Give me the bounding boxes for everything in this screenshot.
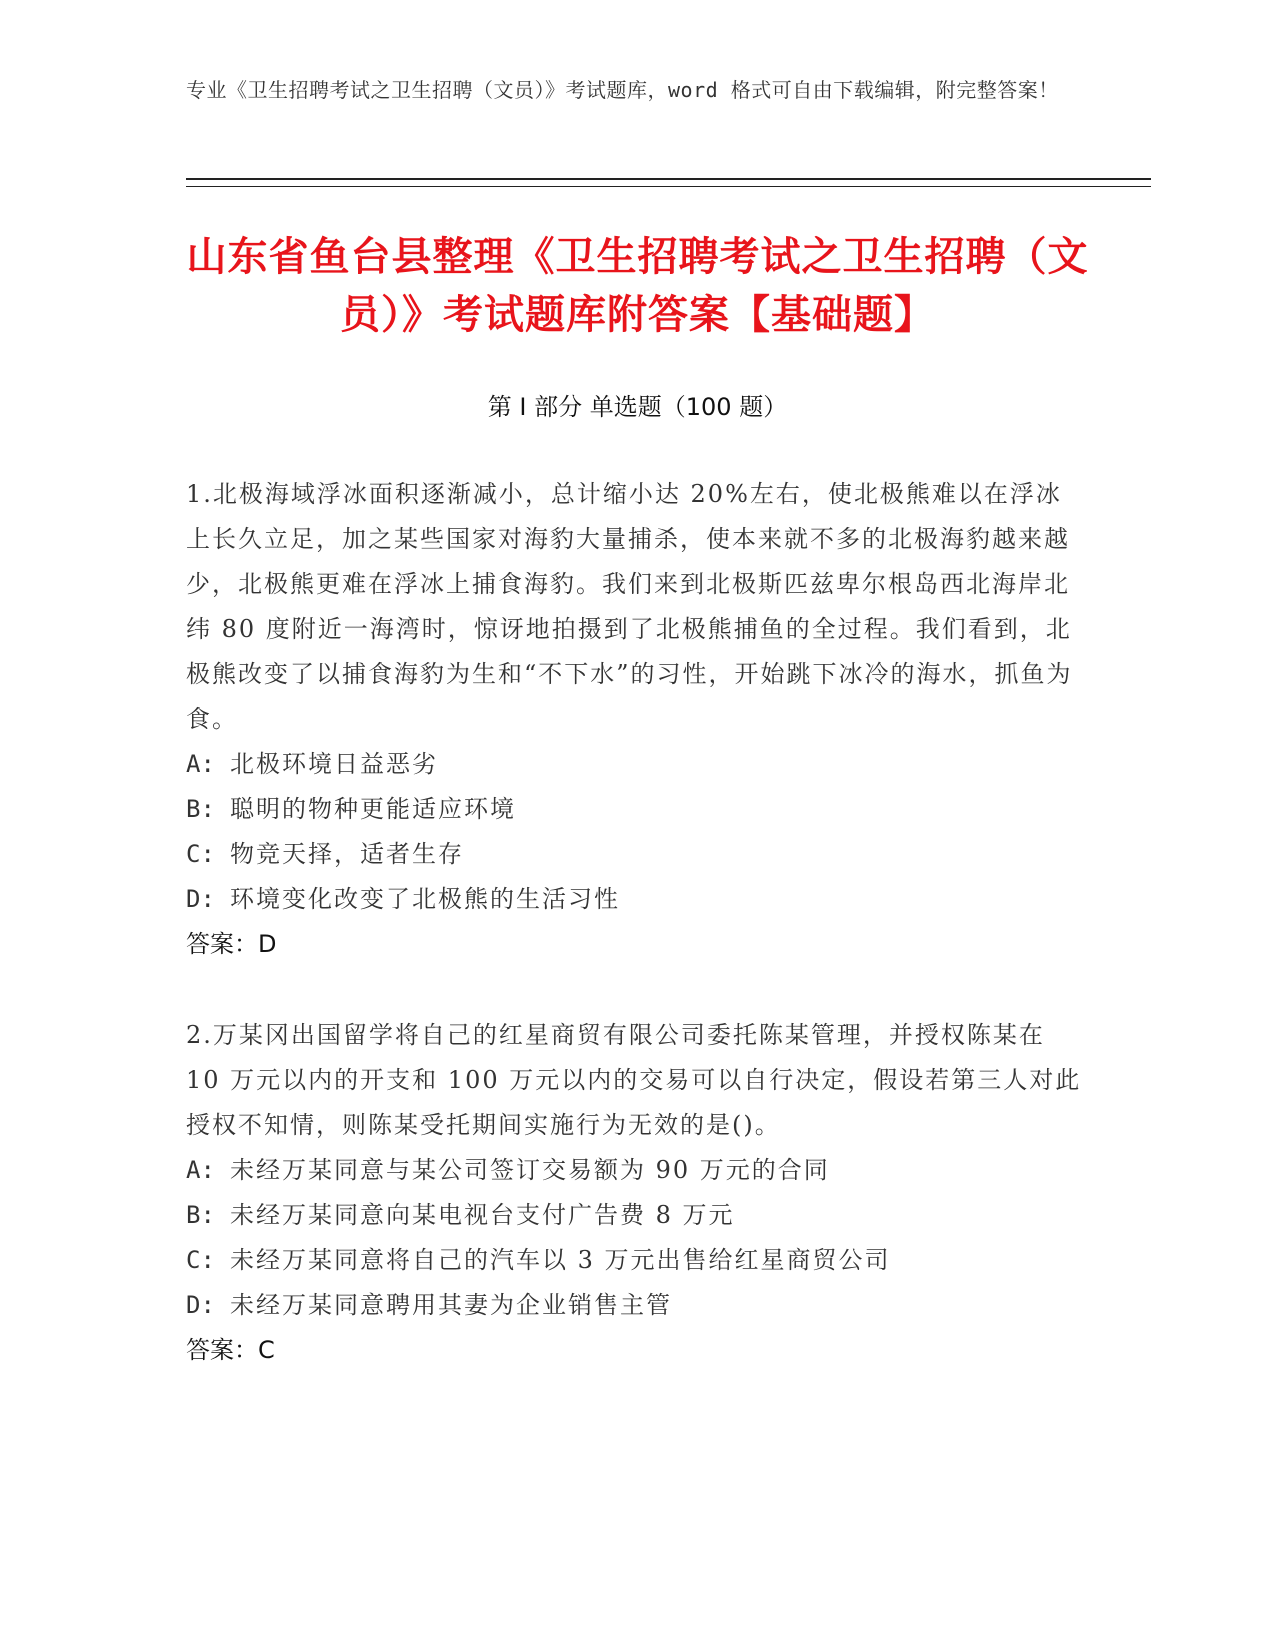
section-heading: 第 I 部分 单选题（100 题） <box>487 393 788 421</box>
option-text: 未经万某同意与某公司签订交易额为 90 万元的合同 <box>230 1156 830 1184</box>
option-c <box>186 1238 1086 1283</box>
question-stem: 2.万某冈出国留学将自己的红星商贸有限公司委托陈某管理，并授权陈某在 10 万元以内的开支和 100 万元以内的交易可以自行决定，假设若第三人对此授权不知情，则陈某受托期间实施行为无效的是()。 <box>186 1021 1082 1139</box>
option-text: 聪明的物种更能适应环境 <box>230 795 516 823</box>
header-note: 专业《卫生招聘考试之卫生招聘（文员）》考试题库，word 格式可自由下载编辑，附完整答案！ <box>186 78 1059 102</box>
option-key: B: <box>186 795 215 823</box>
option-key: B: <box>186 1201 215 1229</box>
option-text: 未经万某同意将自己的汽车以 3 万元出售给红星商贸公司 <box>230 1246 891 1274</box>
option-b <box>186 1193 1086 1238</box>
option-text: 物竞天择，适者生存 <box>230 840 464 868</box>
option-c <box>186 832 1086 877</box>
option-d <box>186 877 1086 922</box>
question-1 <box>186 472 1086 967</box>
option-text: 环境变化改变了北极熊的生活习性 <box>230 885 620 913</box>
option-key: C: <box>186 840 215 868</box>
question-2 <box>186 1013 1086 1373</box>
answer-line: 答案：D <box>186 930 277 958</box>
option-d <box>186 1283 1086 1328</box>
option-text: 北极环境日益恶劣 <box>230 750 438 778</box>
option-text: 未经万某同意向某电视台支付广告费 8 万元 <box>230 1201 735 1229</box>
option-b <box>186 787 1086 832</box>
option-key: A: <box>186 750 215 778</box>
option-a <box>186 742 1086 787</box>
option-text: 未经万某同意聘用其妻为企业销售主管 <box>230 1291 672 1319</box>
header-divider-thin <box>186 186 1151 187</box>
header-divider-thick <box>186 178 1151 180</box>
option-key: D: <box>186 1291 215 1319</box>
option-a <box>186 1148 1086 1193</box>
option-key: D: <box>186 885 215 913</box>
question-stem: 1.北极海域浮冰面积逐渐减小，总计缩小达 20%左右，使北极熊难以在浮冰上长久立足，加之某些国家对海豹大量捕杀，使本来就不多的北极海豹越来越少，北极熊更难在浮冰上捕食海豹。我们来到北极斯匹兹卑尔根岛西北海岸北纬 80 度附近一海湾时，惊讶地拍摄到了北极熊捕鱼的全过程。我们看到，北极熊改变了以捕食海豹为生和“不下水”的习性，开始跳下冰冷的海水，抓鱼为食。 <box>186 480 1073 733</box>
option-key: C: <box>186 1246 215 1274</box>
answer-line: 答案：C <box>186 1336 275 1364</box>
document-title: 山东省鱼台县整理《卫生招聘考试之卫生招聘（文员）》考试题库附答案【基础题】 <box>186 234 1089 338</box>
option-key: A: <box>186 1156 215 1184</box>
